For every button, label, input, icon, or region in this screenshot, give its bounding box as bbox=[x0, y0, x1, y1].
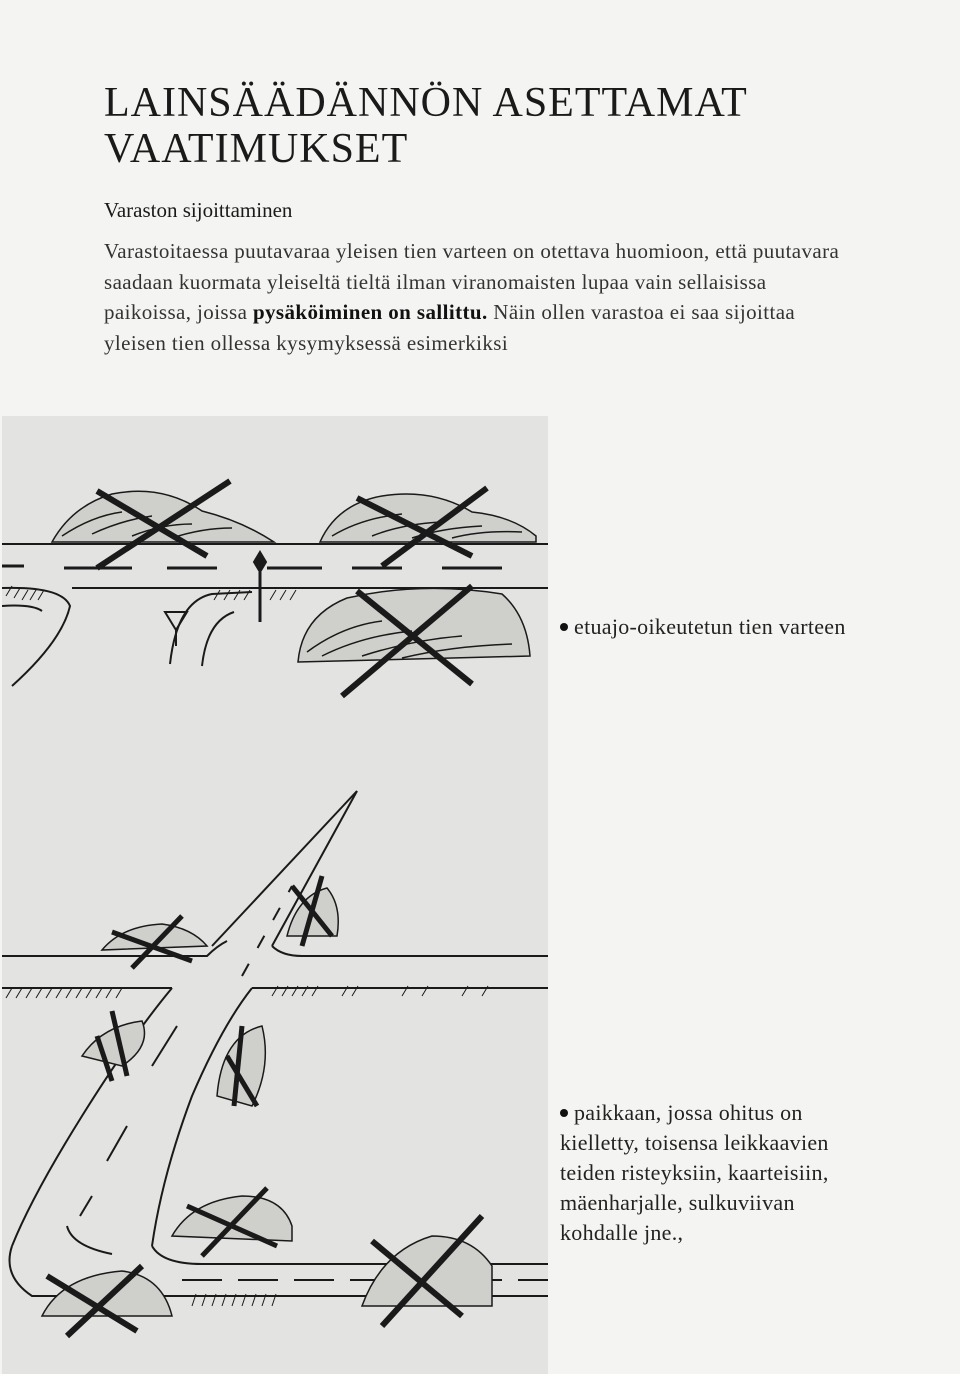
bullet-icon bbox=[560, 623, 568, 631]
timber-pile-crossed bbox=[217, 1026, 265, 1106]
paragraph-part-1: Varastoitaessa puutavaraa yleisen tien varteen on otettava huomioon, että puutavara saadaan kuormata yleiseltä tieltä ilman viranomaisten lupaa vain sellaisissa paikoissa, joissa bbox=[104, 239, 840, 324]
paragraph-bold: pysäköiminen on sallittu. bbox=[252, 300, 488, 324]
title-line-1: LAINSÄÄDÄNNÖN ASETTAMAT bbox=[104, 80, 748, 126]
bullet-text-2: paikkaan, jossa ohitus on kielletty, toisensa leikkaavien teiden risteyksiin, kaarteisiin, mäenharjalle, sulkuviivan kohdalle jne., bbox=[560, 1100, 829, 1245]
timber-pile-crossed bbox=[172, 1188, 292, 1256]
bullet-item-1 bbox=[560, 612, 860, 642]
timber-pile-crossed bbox=[102, 916, 207, 968]
bullet-icon bbox=[560, 1109, 568, 1117]
timber-pile-crossed bbox=[320, 488, 536, 566]
timber-pile-crossed bbox=[298, 586, 530, 696]
timber-pile-crossed bbox=[82, 1011, 145, 1081]
intro-paragraph bbox=[104, 236, 844, 358]
road-illustration bbox=[2, 416, 548, 1374]
bullet-text-1: etuajo-oikeutetun tien varteen bbox=[574, 614, 846, 639]
timber-pile-crossed bbox=[52, 481, 274, 568]
title-line-2: VAATIMUKSET bbox=[104, 126, 409, 172]
yield-sign-icon bbox=[165, 612, 187, 646]
timber-pile-crossed bbox=[42, 1266, 172, 1336]
timber-pile-crossed bbox=[287, 876, 338, 946]
section-subtitle: Varaston sijoittaminen bbox=[104, 198, 293, 222]
bullet-item-2 bbox=[560, 1098, 850, 1248]
timber-pile-crossed bbox=[362, 1216, 492, 1326]
page-title bbox=[104, 80, 864, 172]
paragraph-part-2: Näin ollen varastoa ei saa sijoittaa yleisen tien ollessa kysymyksessä esimerkiksi bbox=[104, 300, 796, 355]
